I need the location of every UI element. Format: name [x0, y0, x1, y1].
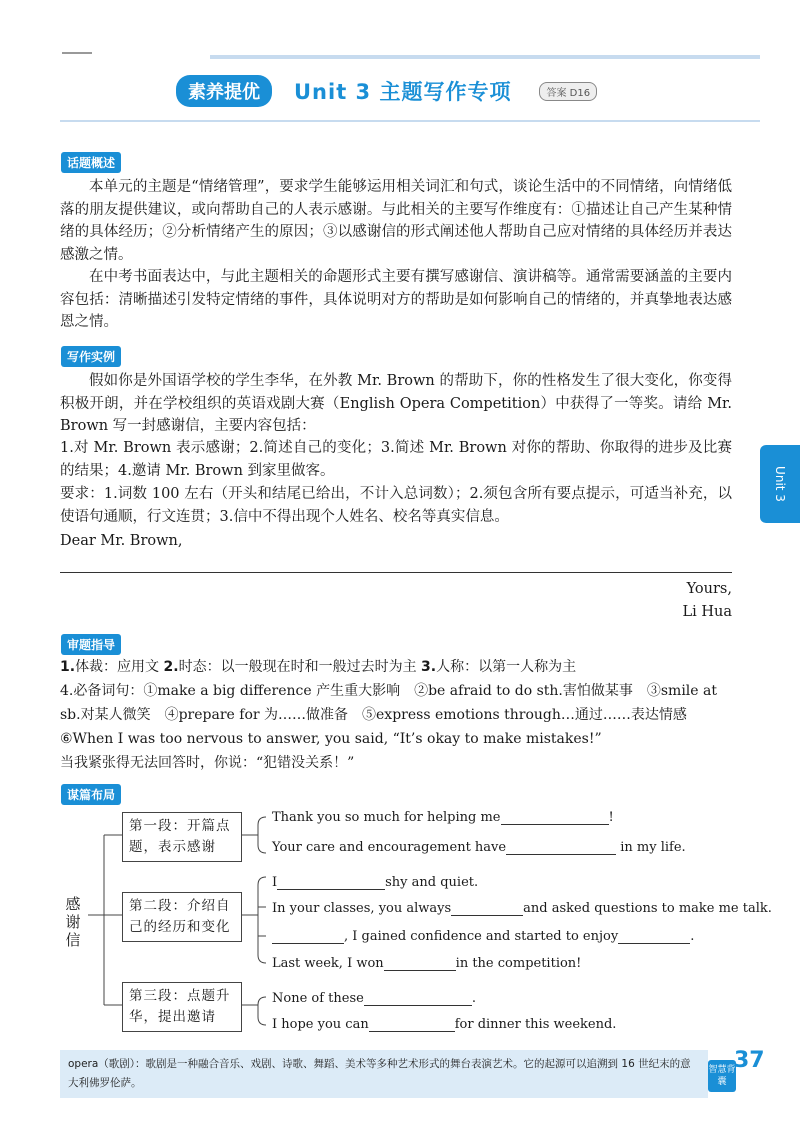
- guide-line-4: ⑥When I was too nervous to answer, you said, “It’s okay to make mistakes!”: [60, 731, 602, 747]
- p1s1-end: !: [608, 810, 614, 825]
- example-constraints: 要求：1.词数 100 左右（开头和结尾已给出，不计入总词数）；2.须包含所有要点提示，可适当补充，以使语句通顺，行文连贯；3.信中不得出现个人姓名、校名等真实信息。: [60, 486, 732, 525]
- blank[interactable]: [277, 876, 385, 890]
- paragraph-3-box: 第三段：点题升华，提出邀请: [122, 982, 242, 1032]
- wisdom-badge: 智慧背囊: [708, 1060, 736, 1092]
- paragraph-3-sentence-1: [272, 991, 476, 1006]
- paragraph-2-sentence-1: [272, 875, 478, 890]
- paragraph-2-box: 第二段：介绍自己的经历和变化: [122, 892, 242, 942]
- page-title: Unit 3 主题写作专项: [294, 80, 512, 104]
- guide-num-2: 2.: [163, 659, 179, 675]
- guide-tense: 时态：以一般现在时和一般过去时为主: [178, 659, 417, 675]
- section-tag-overview: 话题概述: [61, 152, 121, 173]
- p2s3-end: .: [690, 929, 695, 944]
- p3s1-text: None of these: [272, 991, 364, 1006]
- paragraph-3-sentence-2: [272, 1017, 616, 1032]
- guide-num-1: 1.: [60, 659, 76, 675]
- writing-line: [60, 572, 732, 573]
- p2s1-end: shy and quiet.: [385, 875, 479, 890]
- top-stub-rule: [62, 52, 92, 54]
- paragraph-1-sentence-1: [272, 810, 614, 825]
- header-pill: 素养提优: [176, 75, 272, 107]
- guide-num-3: 3.: [421, 659, 437, 675]
- guide-line-2: 4.必备词句：①make a big difference 产生重大影响 ②be afraid to do sth.害怕做某事 ③smile at: [60, 683, 717, 699]
- p1s1-text: Thank you so much for helping me: [272, 810, 501, 825]
- unit-side-tab: [760, 445, 800, 523]
- paragraph-1-box: 第一段：开篇点题，表示感谢: [122, 812, 242, 862]
- overview-paragraph-1: 本单元的主题是“情绪管理”，要求学生能够运用相关词汇和句式，谈论生活中的不同情绪，向情绪低落的朋友提供建议，或向帮助自己的人表示感谢。与此相关的主要写作维度有：①描述让自己产生某种情绪的具体经历；②分析情绪产生的原因；③以感谢信的形式阐述他人帮助自己应对情绪的具体经历并表达感激之情。: [60, 179, 732, 263]
- opera-footnote: opera（歌剧）：歌剧是一种融合音乐、戏剧、诗歌、舞蹈、美术等多种艺术形式的舞台表演艺术。它的起源可以追溯到 16 世纪末的意大利佛罗伦萨。: [60, 1050, 708, 1098]
- unit-side-tab-label: Unit 3: [772, 466, 787, 502]
- letter-closing: Yours,: [686, 581, 732, 597]
- paragraph-2-sentence-3: [272, 929, 694, 944]
- p2s3-text: , I gained confidence and started to enjoy: [344, 929, 619, 944]
- paragraph-2-sentence-2: [272, 901, 772, 916]
- overview-paragraph-2: 在中考书面表达中，与此主题相关的命题形式主要有撰写感谢信、演讲稿等。通常需要涵盖的主要内容包括：清晰描述引发特定情绪的事件，具体说明对方的帮助是如何影响自己的情绪的，并真挚地表达感恩之情。: [60, 269, 732, 330]
- p2s4-text: Last week, I won: [272, 956, 384, 971]
- page-number: 37: [734, 1048, 765, 1073]
- p2s4-end: in the competition!: [455, 956, 582, 971]
- p1s2-end: in my life.: [620, 840, 686, 855]
- blank[interactable]: [384, 957, 456, 971]
- guide-line-1: [60, 656, 740, 678]
- blank[interactable]: [369, 1018, 455, 1032]
- diagram-root-label: 感谢信: [65, 895, 81, 949]
- blank[interactable]: [506, 841, 616, 855]
- blank[interactable]: [272, 930, 344, 944]
- blank[interactable]: [364, 992, 472, 1006]
- section-tag-layout: 谋篇布局: [61, 784, 121, 805]
- blank[interactable]: [451, 902, 523, 916]
- p3s2-end: for dinner this weekend.: [454, 1017, 617, 1032]
- blank[interactable]: [501, 811, 609, 825]
- section-tag-example: 写作实例: [61, 346, 121, 367]
- branch-2-bracket: [258, 877, 266, 963]
- branch-3-bracket: [258, 997, 266, 1025]
- letter-signature: Li Hua: [682, 604, 732, 620]
- header-bottom-rule: [60, 120, 760, 122]
- paragraph-2-sentence-4: [272, 956, 581, 971]
- layout-diagram: [60, 805, 772, 1045]
- branch-1-bracket: [258, 817, 266, 853]
- guide-line-5: 当我紧张得无法回答时，你说：“犯错没关系！”: [60, 755, 355, 771]
- p2s1-text: I: [272, 875, 278, 890]
- p3s1-end: .: [471, 991, 476, 1006]
- p1s2-text: Your care and encouragement have: [272, 840, 507, 855]
- page-header: [176, 76, 597, 106]
- example-requirements-list: 1.对 Mr. Brown 表示感谢；2.简述自己的变化；3.简述 Mr. Brown 对你的帮助、你取得的进步及比赛的结果；4.邀请 Mr. Brown 到家里做客。: [60, 440, 732, 479]
- guide-genre: 体裁：应用文: [75, 659, 160, 675]
- letter-salutation: Dear Mr. Brown,: [60, 533, 183, 549]
- p2s2-end: and asked questions to make me talk.: [523, 901, 772, 916]
- example-prompt: 假如你是外国语学校的学生李华，在外教 Mr. Brown 的帮助下，你的性格发生了很大变化，你变得积极开朗，并在学校组织的英语戏剧大赛（English Opera Competition）中获得了一等奖。请给 Mr. Brown 写一封感谢信，主要内容包括：: [60, 373, 732, 434]
- blank[interactable]: [618, 930, 690, 944]
- guide-person: 人称：以第一人称为主: [436, 659, 577, 675]
- header-top-rule: [210, 55, 760, 59]
- paragraph-1-sentence-2: [272, 840, 686, 855]
- answer-reference: 答案 D16: [539, 82, 597, 101]
- guide-line-3: sb.对某人微笑 ④prepare for 为……做准备 ⑤express emotions through…通过……表达情感: [60, 707, 687, 723]
- p2s2-text: In your classes, you always: [272, 901, 452, 916]
- section-tag-guide: 审题指导: [61, 634, 121, 655]
- p3s2-text: I hope you can: [272, 1017, 369, 1032]
